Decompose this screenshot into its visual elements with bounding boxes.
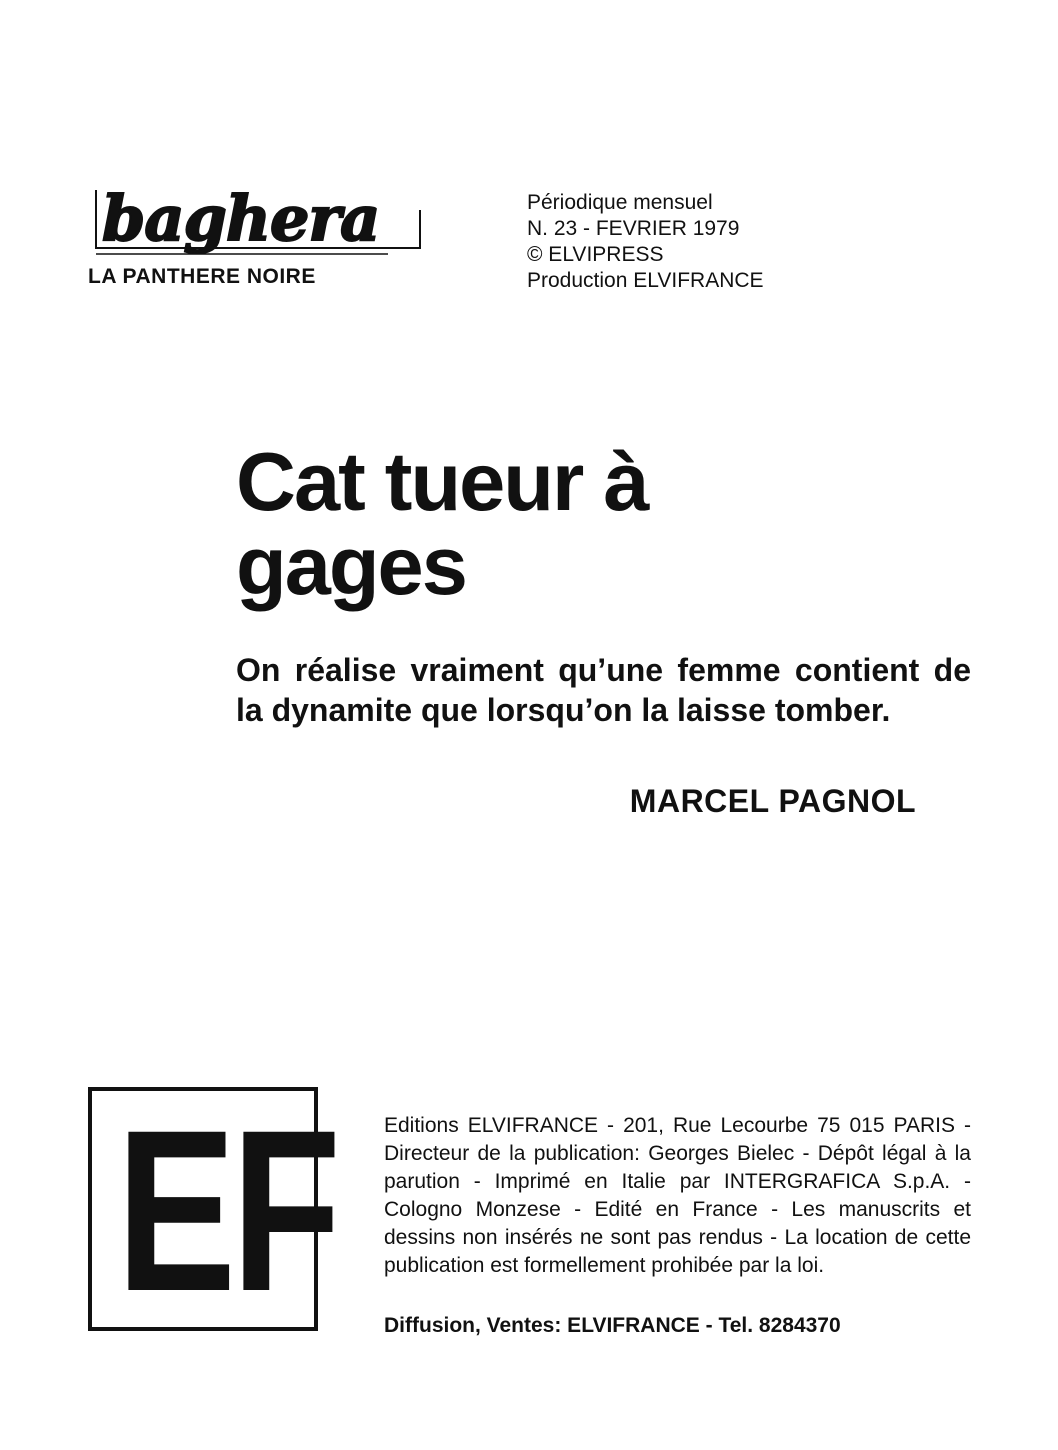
- periodical-copyright: © ELVIPRESS: [527, 243, 664, 266]
- baghera-logo: [88, 170, 428, 260]
- publisher-mark-box: [88, 1082, 337, 1339]
- periodical-production: Production ELVIFRANCE: [527, 269, 764, 292]
- epigraph-author: MARCEL PAGNOL: [629, 783, 916, 819]
- page-title: [236, 435, 936, 612]
- title-line-2: gages: [236, 519, 466, 612]
- legal-notice: Editions ELVIFRANCE - 201, Rue Lecourbe 75 015 PARIS - Directeur de la publication: Georges Bielec - Dépôt légal à la parution - Imprimé en Italie par INTERGRAFICA S.p.A. - Cologno Monzese - Edité en France - Les manuscrits et dessins non insérés ne sont pas rendus - La location de cette publication est formellement prohibée par la loi.: [384, 1114, 971, 1277]
- periodical-issue: N. 23 - FEVRIER 1979: [527, 217, 740, 240]
- baghera-logo-graphic: [88, 170, 428, 260]
- publisher-mark-letters: EF: [116, 1082, 337, 1339]
- periodical-info: [527, 190, 847, 294]
- epigraph-quote: On réalise vraiment qu’une femme contient de la dynamite que lorsqu’on la laisse tomber.: [236, 652, 971, 728]
- diffusion-line: Diffusion, Ventes: ELVIFRANCE - Tel. 8284370: [384, 1314, 841, 1337]
- logo-subtitle: LA PANTHERE NOIRE: [88, 265, 316, 288]
- logo-wordmark: baghera: [102, 182, 380, 255]
- periodical-frequency: Périodique mensuel: [527, 191, 713, 214]
- title-line-1: Cat tueur à: [236, 435, 648, 528]
